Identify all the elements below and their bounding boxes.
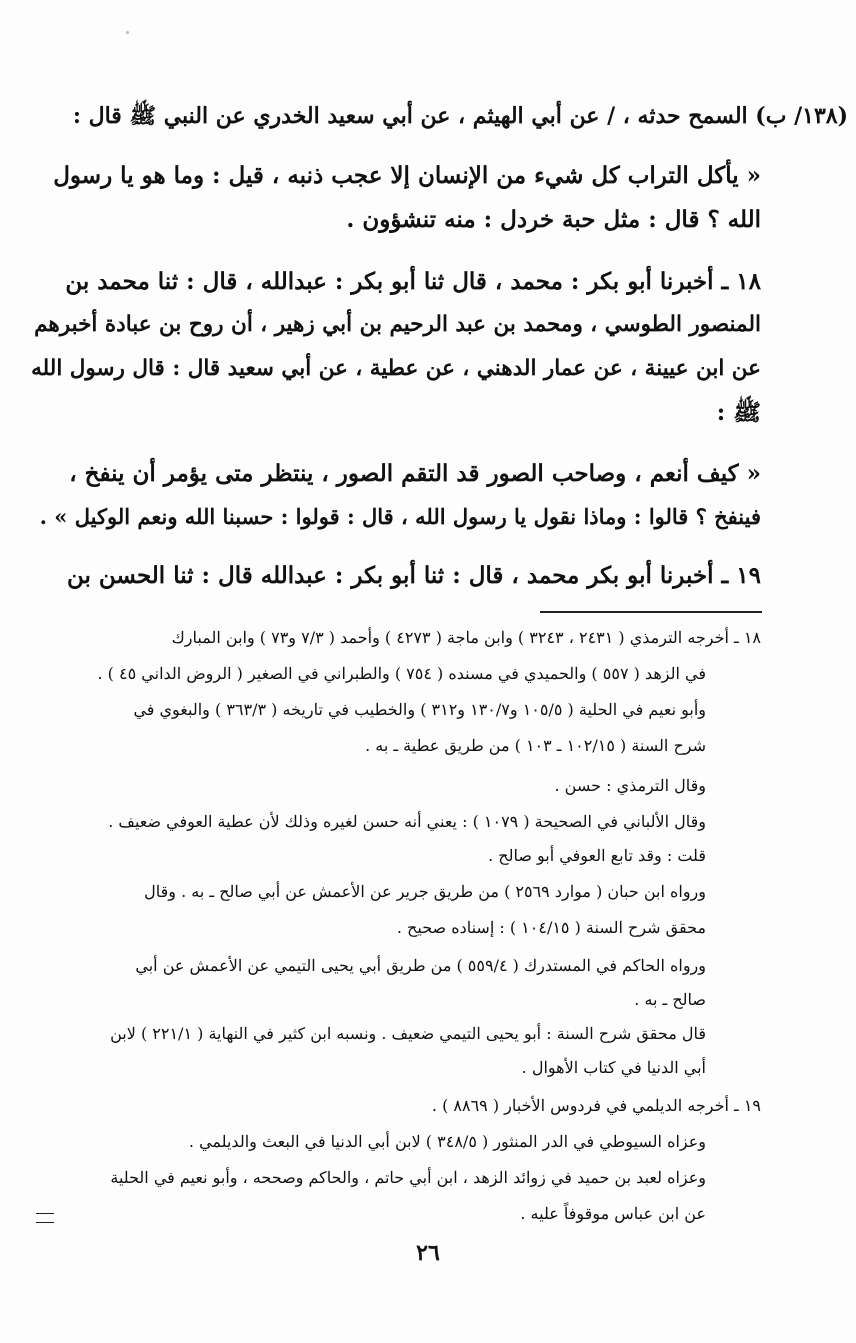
main-line-7: ﷺ : — [716, 399, 761, 426]
margin-mark — [36, 1213, 54, 1223]
page-number: ٢٦ — [416, 1240, 440, 1266]
main-line-6: عن ابن عيينة ، عن عمار الدهني ، عن عطية ، عن أبي سعيد قال : قال رسول الله — [31, 356, 761, 381]
footnote-line-8: ورواه ابن حبان ( موارد ٢٥٦٩ ) من طريق جرير عن الأعمش عن أبي صالح ـ به . وقال — [144, 882, 706, 901]
footnote-line-17: عن ابن عباس موقوفاً عليه . — [520, 1204, 706, 1223]
footnote-line-3: وأبو نعيم في الحلية ( ١٠٥/٥ و١٣٠/٧ و٣١٢ ) والخطيب في تاريخه ( ٣٦٣/٣ ) والبغوي في — [133, 700, 706, 719]
main-line-2: « يأكل التراب كل شيء من الإنسان إلا عجب ذنبه ، قيل : وما هو يا رسول — [53, 162, 761, 189]
main-line-3: الله ؟ قال : مثل حبة خردل : منه تنشؤون . — [346, 206, 761, 233]
footnote-line-12: قال محقق شرح السنة : أبو يحيى التيمي ضعيف . ونسبه ابن كثير في النهاية ( ٢٢١/١ ) لابن — [110, 1024, 706, 1043]
footnote-line-16: وعزاه لعبد بن حميد في زوائد الزهد ، ابن أبي حاتم ، والحاكم وصححه ، وأبو نعيم في الحلية — [110, 1168, 706, 1187]
main-line-10: ١٩ ـ أخبرنا أبو بكر محمد ، قال : ثنا أبو بكر : عبدالله قال : ثنا الحسن بن — [67, 562, 761, 589]
footnote-line-9: محقق شرح السنة ( ١٠٤/١٥ ) : إسناده صحيح . — [396, 918, 706, 937]
footnote-separator — [540, 611, 762, 613]
main-line-5: المنصور الطوسي ، ومحمد بن عبد الرحيم بن أبي زهير ، أن روح بن عبادة أخبرهم — [34, 312, 761, 337]
main-line-1: (١٣٨/ ب) السمح حدثه ، / عن أبي الهيثم ، عن أبي سعيد الخدري عن النبي ﷺ قال : — [72, 103, 848, 129]
footnote-line-6: وقال الألباني في الصحيحة ( ١٠٧٩ ) : يعني أنه حسن لغيره وذلك لأن عطية العوفي ضعيف . — [108, 812, 706, 831]
main-line-8: « كيف أنعم ، وصاحب الصور قد التقم الصور ، ينتظر متى يؤمر أن ينفخ ، — [69, 460, 761, 487]
footnote-line-15: وعزاه السيوطي في الدر المنثور ( ٣٤٨/٥ ) لابن أبي الدنيا في البعث والديلمي . — [188, 1132, 706, 1151]
footnote-line-2: في الزهد ( ٥٥٧ ) والحميدي في مسنده ( ٧٥٤ ) والطبراني في الصغير ( الروض الداني ٤٥ ) . — [97, 664, 706, 683]
footnote-line-14: ١٩ ـ أخرجه الديلمي في فردوس الأخبار ( ٨٨٦٩ ) . — [431, 1096, 761, 1115]
main-line-9: فينفخ ؟ قالوا : وماذا نقول يا رسول الله ، قال : قولوا : حسبنا الله ونعم الوكيل » . — [39, 504, 761, 529]
main-line-4: ١٨ ـ أخبرنا أبو بكر : محمد ، قال ثنا أبو بكر : عبدالله ، قال : ثنا محمد بن — [65, 268, 761, 295]
footnote-line-5: وقال الترمذي : حسن . — [554, 776, 706, 795]
footnote-line-11: صالح ـ به . — [634, 990, 706, 1009]
footnote-line-1: ١٨ ـ أخرجه الترمذي ( ٢٤٣١ ، ٣٢٤٣ ) وابن ماجة ( ٤٢٧٣ ) وأحمد ( ٧/٣ و٧٣ ) وابن المبارك — [171, 628, 761, 647]
footnote-line-13: أبي الدنيا في كتاب الأهوال . — [521, 1058, 706, 1077]
footnote-line-7: قلت : وقد تابع العوفي أبو صالح . — [488, 846, 706, 865]
footnote-line-10: ورواه الحاكم في المستدرك ( ٥٥٩/٤ ) من طريق أبي يحيى التيمي عن الأعمش عن أبي — [135, 956, 706, 975]
footnote-line-4: شرح السنة ( ١٠٢/١٥ ـ ١٠٣ ) من طريق عطية ـ به . — [365, 736, 706, 755]
scan-speck — [126, 31, 129, 34]
